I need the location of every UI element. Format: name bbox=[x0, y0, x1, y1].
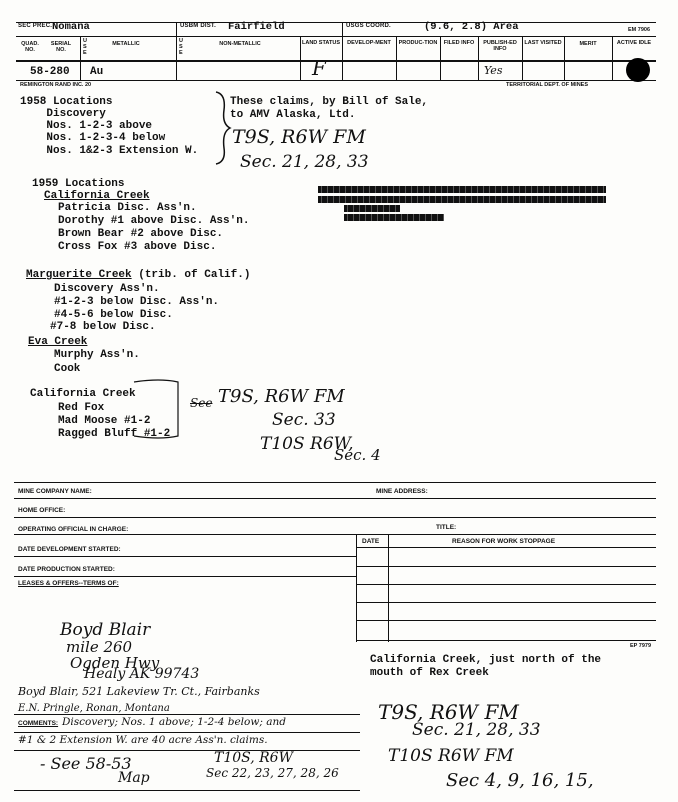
comment-rule-2 bbox=[14, 750, 360, 751]
hand-sec-4: Sec. 4 bbox=[334, 446, 381, 464]
hand-sec-33: Sec. 33 bbox=[272, 410, 336, 430]
col-s-2: S bbox=[179, 44, 183, 50]
col-merit: MERIT bbox=[579, 41, 597, 47]
hand-map: Map bbox=[118, 770, 150, 786]
comment-rule-1 bbox=[14, 732, 360, 733]
marguerite-line-1: #1-2-3 below Disc. Ass'n. bbox=[54, 296, 220, 308]
stoppage-reason-head: REASON FOR WORK STOPPAGE bbox=[452, 538, 556, 545]
hand-sec-b: Sec 22, 23, 27, 28, 26 bbox=[206, 766, 339, 780]
hand-sec-b2: Sec. 21, 28, 33 bbox=[412, 720, 541, 740]
col-divider-dev bbox=[396, 36, 397, 80]
published-value: Yes bbox=[484, 64, 503, 77]
stoppage-rule-2 bbox=[356, 584, 656, 585]
col-divider-merit bbox=[612, 36, 613, 80]
marguerite-line-3: #7-8 below Disc. bbox=[50, 321, 156, 333]
bill-of-sale-line-1: to AMV Alaska, Ltd. bbox=[230, 109, 356, 121]
col-development: DEVELOP-MENT bbox=[347, 40, 391, 46]
col-s-1: S bbox=[83, 44, 87, 50]
col-divider-prod bbox=[440, 36, 441, 80]
form-rule-5 bbox=[14, 556, 356, 557]
col-metallic: METALLIC bbox=[112, 41, 140, 47]
stoppage-rule-4 bbox=[356, 620, 656, 621]
header-top-rule bbox=[16, 22, 656, 23]
header-divider-1 bbox=[176, 22, 177, 80]
col-serial-no: SERIAL NO. bbox=[50, 41, 72, 53]
col-divider-pub bbox=[522, 36, 523, 80]
sec-prec-label: SEC PREC. bbox=[18, 23, 53, 29]
eva-line-0: Murphy Ass'n. bbox=[54, 349, 140, 361]
col-production: PRODUC-TION bbox=[398, 40, 438, 46]
hand-t9s-r6w: T9S, R6W FM bbox=[232, 126, 366, 148]
cal-creek-line-3: Cross Fox #3 above Disc. bbox=[58, 241, 217, 253]
usgs-coord-value: (9.6, 2.8) Area bbox=[424, 21, 519, 33]
col-quad-no: QUAD. NO. bbox=[21, 41, 39, 53]
loc1958-line-1: Discovery bbox=[20, 108, 106, 120]
usbm-dist-label: USBM DIST. bbox=[180, 23, 217, 29]
form-rule-2 bbox=[14, 498, 656, 499]
hand-comment-2: #1 & 2 Extension W. are 40 acre Ass'n. claims. bbox=[18, 734, 268, 746]
stoppage-rule-1 bbox=[356, 566, 656, 567]
cal2-line-1: Mad Moose #1-2 bbox=[58, 415, 151, 427]
hand-see-struck: See bbox=[190, 396, 213, 410]
loc1958-line-0: 1958 Locations bbox=[20, 96, 113, 108]
hand-t9s-r6w-2: T9S, R6W FM bbox=[218, 386, 345, 407]
usgs-coord-label: USGS COORD. bbox=[346, 23, 391, 29]
stoppage-date-head: DATE bbox=[362, 538, 380, 545]
hand-sec-21-28-33: Sec. 21, 28, 33 bbox=[240, 152, 369, 172]
land-status-value: F bbox=[312, 56, 326, 80]
col-active-idle: ACTIVE IDLE bbox=[616, 40, 652, 46]
cal-creek-line-2: Brown Bear #2 above Disc. bbox=[58, 228, 224, 240]
header-rule-2 bbox=[16, 36, 656, 37]
hand-owner-1: Boyd Blair bbox=[60, 620, 151, 640]
printer-note: REMINGTON RAND INC. 20 bbox=[20, 82, 92, 88]
loc1959-title: 1959 Locations bbox=[32, 178, 125, 190]
hand-comment-1: Discovery; Nos. 1 above; 1-2-4 below; and bbox=[62, 716, 286, 728]
hand-t10s-r6w-c: T10S R6W FM bbox=[388, 746, 514, 766]
date-development-label: DATE DEVELOPMENT STARTED: bbox=[18, 546, 121, 553]
form-rule-6 bbox=[14, 576, 356, 577]
col-land-status: LAND STATUS bbox=[302, 40, 340, 46]
hand-sec-c: Sec 4, 9, 16, 15, bbox=[446, 770, 594, 791]
header-rule-4 bbox=[16, 80, 656, 81]
col-divider-last bbox=[564, 36, 565, 80]
quad-serial-value: 58-280 bbox=[30, 66, 70, 78]
form-number: EP 7979 bbox=[630, 643, 652, 649]
loc1958-line-3: Nos. 1-2-3-4 below bbox=[20, 132, 166, 144]
cal2-line-0: Red Fox bbox=[58, 402, 105, 414]
hand-t10s-r6w: T10S R6W, bbox=[260, 434, 354, 454]
redaction-line-3 bbox=[344, 205, 400, 212]
date-production-label: DATE PRODUCTION STARTED: bbox=[18, 566, 115, 573]
eva-creek-title: Eva Creek bbox=[28, 336, 88, 348]
eva-line-1: Cook bbox=[54, 363, 81, 375]
territorial-dept: TERRITORIAL DEPT. OF MINES bbox=[506, 82, 588, 88]
comments-label: COMMENTS: bbox=[18, 720, 59, 727]
usbm-dist-value: Fairfield bbox=[228, 21, 285, 33]
col-divider-land bbox=[300, 36, 301, 80]
hand-owner-4: Healy AK 99743 bbox=[84, 666, 200, 682]
hand-t10s-r6w-b: T10S, R6W bbox=[214, 750, 293, 766]
redaction-line-4 bbox=[344, 214, 444, 221]
brace-cal2 bbox=[130, 378, 186, 442]
hand-see-58-53: - See 58-53 bbox=[40, 754, 132, 773]
title-label: TITLE: bbox=[436, 524, 457, 531]
metallic-value: Au bbox=[90, 66, 104, 78]
leases-offers-label: LEASES & OFFERS--TERMS OF: bbox=[18, 580, 119, 587]
form-rule-comments bbox=[14, 714, 360, 715]
form-rule-3 bbox=[14, 517, 656, 518]
stoppage-divider-date bbox=[388, 534, 389, 642]
hand-owner-3: Ogden Hwy bbox=[70, 654, 160, 672]
col-published-info: PUBLISH-ED INFO bbox=[483, 40, 517, 52]
stoppage-rule-3 bbox=[356, 602, 656, 603]
marguerite-line-2: #4-5-6 below Disc. bbox=[54, 309, 173, 321]
form-rule-1 bbox=[14, 482, 656, 483]
mine-company-name-label: MINE COMPANY NAME: bbox=[18, 488, 92, 495]
hand-owner-2: mile 260 bbox=[66, 638, 133, 656]
stoppage-rule-0 bbox=[356, 547, 656, 548]
col-e-1: E bbox=[83, 50, 87, 56]
bill-of-sale-line-0: These claims, by Bill of Sale, bbox=[230, 96, 429, 108]
stoppage-rule-5 bbox=[356, 640, 656, 641]
cal-creek-title: California Creek bbox=[44, 190, 150, 202]
col-u-1: U bbox=[83, 38, 87, 44]
marguerite-title: Marguerite Creek bbox=[26, 269, 132, 281]
operating-official-label: OPERATING OFFICIAL IN CHARGE: bbox=[18, 526, 129, 533]
col-last-visited: LAST VISITED bbox=[524, 40, 562, 46]
marguerite-line-0: Discovery Ass'n. bbox=[54, 283, 160, 295]
loc1958-line-4: Nos. 1&2-3 Extension W. bbox=[20, 145, 199, 157]
marguerite-heading bbox=[26, 269, 250, 281]
col-u-2: U bbox=[179, 38, 183, 44]
home-office-label: HOME OFFICE: bbox=[18, 507, 66, 514]
cal2-title: California Creek bbox=[30, 388, 136, 400]
redaction-line-1 bbox=[318, 186, 606, 193]
cal-creek-line-1: Dorothy #1 above Disc. Ass'n. bbox=[58, 215, 250, 227]
marguerite-suffix: (trib. of Calif.) bbox=[131, 269, 251, 281]
hand-t9s-r6w-b: T9S, R6W FM bbox=[378, 700, 519, 724]
card-number: EM 7906 bbox=[628, 27, 651, 33]
typed-location-0: California Creek, just north of the bbox=[370, 654, 602, 666]
col-filed-info: FILED INFO bbox=[443, 40, 475, 46]
sec-prec-value: Nomana bbox=[52, 21, 90, 33]
header-divider-2 bbox=[342, 22, 343, 80]
typed-location-1: mouth of Rex Creek bbox=[370, 667, 489, 679]
mine-address-label: MINE ADDRESS: bbox=[376, 488, 428, 495]
hand-owner-5: Boyd Blair, 521 Lakeview Tr. Ct., Fairbanks bbox=[18, 685, 260, 698]
redaction-line-2 bbox=[318, 196, 606, 203]
stoppage-divider-left bbox=[356, 534, 357, 642]
col-e-2: E bbox=[179, 50, 183, 56]
loc1958-line-2: Nos. 1-2-3 above bbox=[20, 120, 153, 132]
header-rule-3 bbox=[16, 60, 656, 62]
col-divider-serial bbox=[80, 36, 81, 80]
form-rule-4 bbox=[14, 534, 656, 535]
col-divider-filed bbox=[478, 36, 479, 80]
punch-hole bbox=[626, 58, 650, 82]
comment-rule-3 bbox=[14, 790, 360, 791]
col-non-metallic: NON-METALLIC bbox=[219, 41, 261, 47]
hand-owner-6: E.N. Pringle, Ronan, Montana bbox=[18, 703, 170, 714]
cal2-line-2: Ragged Bluff #1-2 bbox=[58, 428, 171, 440]
cal-creek-line-0: Patricia Disc. Ass'n. bbox=[58, 202, 197, 214]
